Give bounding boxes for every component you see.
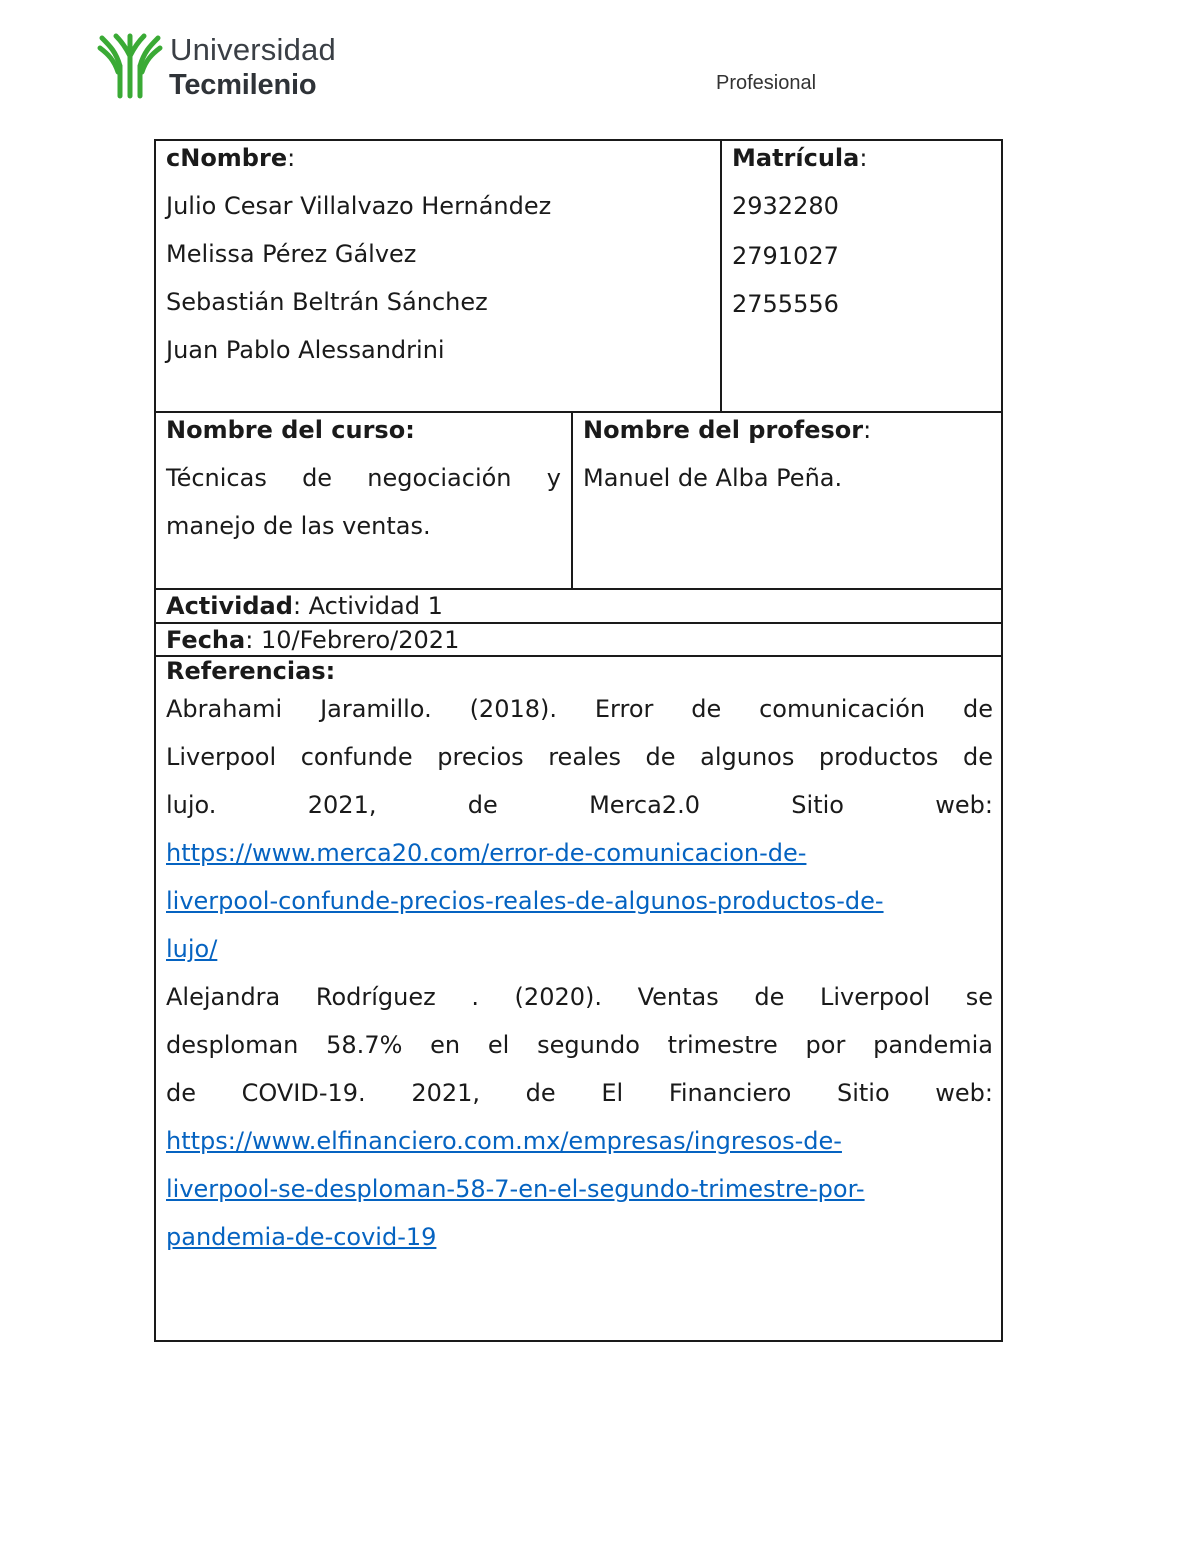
student-name: Juan Pablo Alessandrini [166,336,445,364]
logo-text-tecmilenio: Tecmilenio [169,69,317,101]
reference-2-link-line-3[interactable]: pandemia-de-covid-19 [166,1223,437,1251]
reference-1-line-3: lujo. 2021, de Merca2.0 Sitio web: [166,791,993,819]
reference-1-link-line-2[interactable]: liverpool-confunde-precios-reales-de-algunos-productos-de- [166,887,884,915]
date-cell: Fecha: 10/Febrero/2021 [166,626,460,654]
tecmilenio-leaf-icon [96,32,164,100]
activity-label: Actividad [166,592,293,620]
header-program-label: Profesional [716,72,817,94]
course-name-line-2: manejo de las ventas. [166,512,431,540]
professor-cell [583,406,993,502]
students-label: cNombre [166,144,288,172]
course-word: de [302,464,333,492]
activity-value: Actividad 1 [308,592,443,620]
matricula-cell [732,134,992,328]
reference-2-link-line-1[interactable]: https://www.elfinanciero.com.mx/empresas/ingresos-de- [166,1127,842,1155]
student-name: Julio Cesar Villalvazo Hernández [166,192,552,220]
reference-1-url-cont [166,925,993,973]
reference-2-url [166,1117,993,1165]
reference-2-link-line-2[interactable]: liverpool-se-desploman-58-7-en-el-segundo-trimestre-por- [166,1175,865,1203]
references-label: Referencias: [166,657,336,685]
references-cell [166,657,993,1261]
reference-1-link-line-3[interactable]: lujo/ [166,935,218,963]
course-word: y [546,464,561,492]
student-name: Melissa Pérez Gálvez [166,240,417,268]
student-name: Sebastián Beltrán Sánchez [166,288,488,316]
divider-course-professor [571,411,573,589]
course-word: Técnicas [166,464,267,492]
reference-2-line-2: desploman 58.7% en el segundo trimestre por pandemia [166,1031,993,1059]
professor-label: Nombre del profesor [583,416,864,444]
date-value: 10/Febrero/2021 [260,626,460,654]
reference-2-line-3: de COVID-19. 2021, de El Financiero Sitio web: [166,1079,993,1107]
reference-2-url-cont [166,1213,993,1261]
reference-1-link-line-1[interactable]: https://www.merca20.com/error-de-comunicacion-de- [166,839,807,867]
logo-text-universidad: Universidad [170,32,336,67]
reference-1-url [166,829,993,877]
reference-1-url-cont [166,877,993,925]
divider-students-matricula [720,141,722,412]
professor-name: Manuel de Alba Peña. [583,464,843,492]
date-label: Fecha [166,626,246,654]
reference-2-line-1: Alejandra Rodríguez . (2020). Ventas de Liverpool se [166,983,993,1011]
reference-1-line-1: Abrahami Jaramillo. (2018). Error de comunicación de [166,695,993,723]
students-cell [166,134,716,374]
matricula-id: 2932280 [732,192,839,220]
professor-label-line: Nombre del profesor: [583,416,872,444]
course-label: Nombre del curso: [166,416,415,444]
matricula-id: 2755556 [732,290,839,318]
students-label-line: cNombre: [166,144,296,172]
course-word: negociación [367,464,512,492]
course-name-line-1 [166,454,561,502]
matricula-label: Matrícula [732,144,860,172]
matricula-id: 2791027 [732,242,839,270]
activity-cell: Actividad: Actividad 1 [166,592,443,620]
course-cell [166,406,561,550]
reference-1-line-2: Liverpool confunde precios reales de algunos productos de [166,743,993,771]
matricula-label-line: Matrícula: [732,144,868,172]
reference-2-url-cont [166,1165,993,1213]
university-logo [96,32,356,102]
cover-form-table [154,139,1003,1342]
